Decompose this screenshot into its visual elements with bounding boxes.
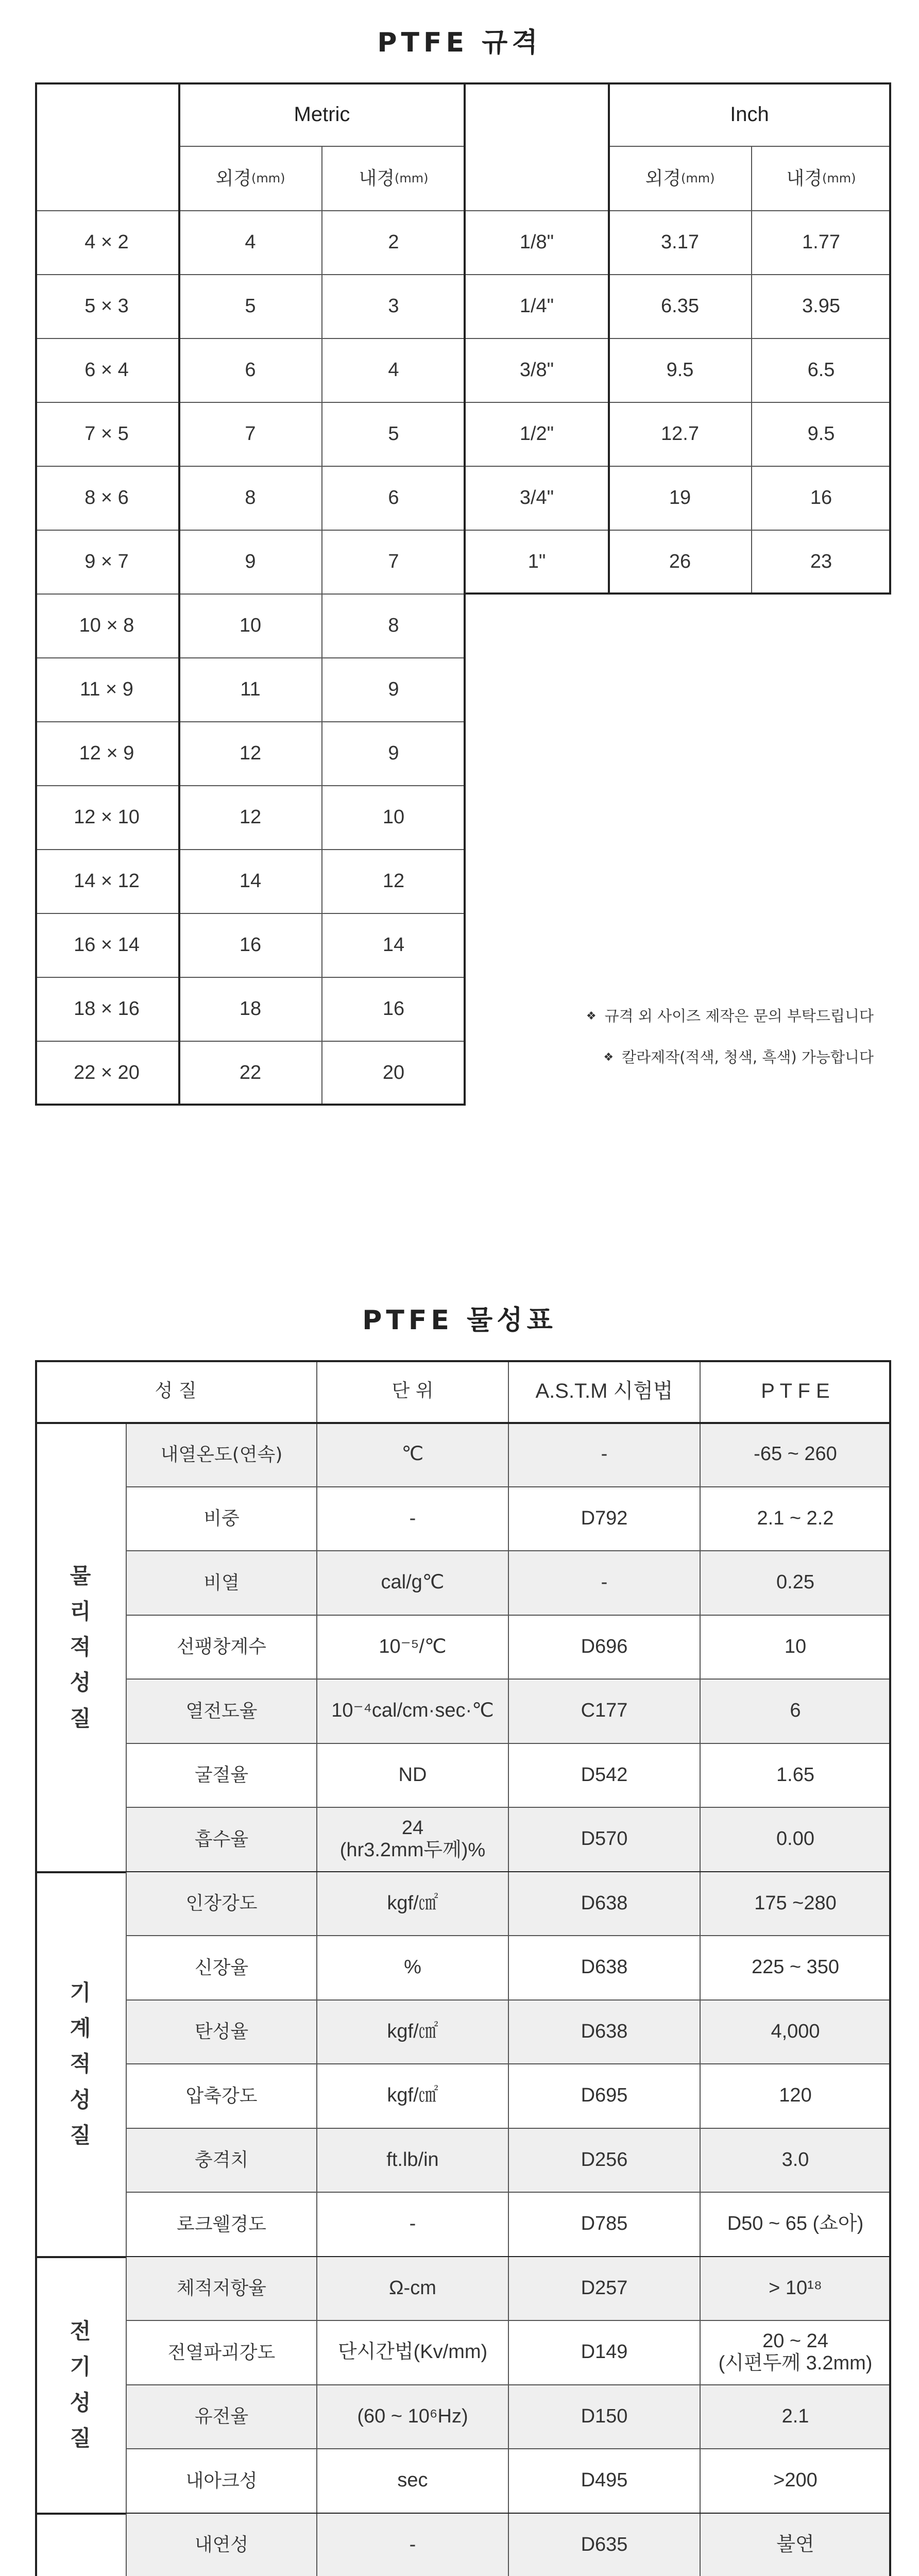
ptfe-value-cell: 3.0 xyxy=(701,2129,891,2193)
astm-cell: - xyxy=(509,1423,701,1487)
metric-size-cell: 7 × 5 xyxy=(35,403,179,467)
metric-id-cell: 9 xyxy=(322,722,466,786)
metric-id-cell: 6 xyxy=(322,467,466,531)
astm-cell: D570 xyxy=(509,1808,701,1872)
inch-size-cell: 3/8" xyxy=(466,339,609,403)
metric-id-cell: 20 xyxy=(322,1042,466,1106)
inch-id-header: 내경 (mm) xyxy=(752,147,891,211)
astm-cell: D785 xyxy=(509,2193,701,2257)
unit-cell: % xyxy=(317,1936,509,2001)
properties-table xyxy=(35,1360,891,2576)
metric-size-cell: 11 × 9 xyxy=(35,658,179,722)
unit-cell: ℃ xyxy=(317,1423,509,1487)
group-label: 전 기 성 질 xyxy=(35,2257,127,2514)
metric-od-cell: 5 xyxy=(179,275,322,339)
inch-id-cell: 23 xyxy=(752,531,891,595)
astm-cell: D695 xyxy=(509,2064,701,2129)
property-name-cell: 인장강도 xyxy=(127,1872,317,1937)
property-name-cell: 로크웰경도 xyxy=(127,2193,317,2257)
property-name-cell: 내연성 xyxy=(127,2514,317,2576)
ptfe-value-cell: 0.00 xyxy=(701,1808,891,1872)
metric-size-cell: 9 × 7 xyxy=(35,531,179,595)
metric-size-cell: 4 × 2 xyxy=(35,211,179,275)
inch-od-cell: 6.35 xyxy=(609,275,752,339)
group-label: 기 계 적 성 질 xyxy=(35,1872,127,2257)
property-name-cell: 신장율 xyxy=(127,1936,317,2001)
property-name-cell: 비열 xyxy=(127,1551,317,1616)
metric-od-cell: 22 xyxy=(179,1042,322,1106)
ptfe-value-cell: -65 ~ 260 xyxy=(701,1423,891,1487)
metric-size-cell: 22 × 20 xyxy=(35,1042,179,1106)
metric-id-cell: 5 xyxy=(322,403,466,467)
spec-table xyxy=(35,82,891,1101)
inch-id-cell: 3.95 xyxy=(752,275,891,339)
metric-od-cell: 14 xyxy=(179,850,322,914)
inch-size-cell: 1/4" xyxy=(466,275,609,339)
metric-size-cell: 10 × 8 xyxy=(35,595,179,658)
astm-cell: D792 xyxy=(509,1487,701,1552)
ptfe-value-cell: 4,000 xyxy=(701,2001,891,2065)
property-name-cell: 유전율 xyxy=(127,2385,317,2450)
metric-size-cell: 6 × 4 xyxy=(35,339,179,403)
property-name-cell: 탄성율 xyxy=(127,2001,317,2065)
ptfe-value-cell: 2.1 ~ 2.2 xyxy=(701,1487,891,1552)
metric-size-cell: 5 × 3 xyxy=(35,275,179,339)
property-name-cell: 굴절율 xyxy=(127,1744,317,1808)
inch-od-cell: 26 xyxy=(609,531,752,595)
inch-od-header: 외경 (mm) xyxy=(609,147,752,211)
inch-size-cell: 3/4" xyxy=(466,467,609,531)
unit-cell: cal/g℃ xyxy=(317,1551,509,1616)
ptfe-value-cell: 1.65 xyxy=(701,1744,891,1808)
group-label: 물 리 적 성 질 xyxy=(35,1423,127,1872)
unit-cell: Ω-cm xyxy=(317,2257,509,2321)
unit-cell: kgf/㎠ xyxy=(317,2064,509,2129)
properties-title: PTFE 물성표 xyxy=(362,1305,557,1336)
unit-cell: - xyxy=(317,2193,509,2257)
unit-cell: 10⁻⁵/℃ xyxy=(317,1616,509,1680)
ptfe-value-cell: 225 ~ 350 xyxy=(701,1936,891,2001)
inch-size-cell: 1" xyxy=(466,531,609,595)
property-name-cell: 흡수율 xyxy=(127,1808,317,1872)
metric-id-cell: 7 xyxy=(322,531,466,595)
ptfe-value-cell: 2.1 xyxy=(701,2385,891,2450)
inch-od-cell: 3.17 xyxy=(609,211,752,275)
metric-od-cell: 9 xyxy=(179,531,322,595)
astm-cell: D638 xyxy=(509,2001,701,2065)
ptfe-value-cell: >200 xyxy=(701,2449,891,2514)
property-name-cell: 압축강도 xyxy=(127,2064,317,2129)
metric-size-cell: 8 × 6 xyxy=(35,467,179,531)
ptfe-value-cell: 120 xyxy=(701,2064,891,2129)
inch-od-cell: 12.7 xyxy=(609,403,752,467)
inch-size-header-blank xyxy=(466,82,609,211)
unit-header: 단 위 xyxy=(317,1360,509,1423)
astm-header: A.S.T.M 시험법 xyxy=(509,1360,701,1423)
properties-header: 성 질 xyxy=(35,1360,317,1423)
inch-id-cell: 16 xyxy=(752,467,891,531)
ptfe-value-cell: 175 ~280 xyxy=(701,1872,891,1937)
metric-size-cell: 12 × 9 xyxy=(35,722,179,786)
astm-cell: D635 xyxy=(509,2514,701,2576)
metric-id-header: 내경 (mm) xyxy=(322,147,466,211)
property-name-cell: 내열온도(연속) xyxy=(127,1423,317,1487)
ptfe-value-cell: 불연 xyxy=(701,2514,891,2576)
astm-cell: D150 xyxy=(509,2385,701,2450)
inch-id-cell: 1.77 xyxy=(752,211,891,275)
metric-id-cell: 2 xyxy=(322,211,466,275)
astm-cell: D696 xyxy=(509,1616,701,1680)
ptfe-value-cell: 6 xyxy=(701,1680,891,1744)
unit-cell: ft.lb/in xyxy=(317,2129,509,2193)
ptfe-value-cell: D50 ~ 65 (쇼아) xyxy=(701,2193,891,2257)
unit-cell: - xyxy=(317,2514,509,2576)
metric-id-cell: 12 xyxy=(322,850,466,914)
spec-size-header-blank xyxy=(35,82,179,211)
astm-cell: D638 xyxy=(509,1872,701,1937)
metric-size-cell: 12 × 10 xyxy=(35,786,179,850)
astm-cell: D257 xyxy=(509,2257,701,2321)
metric-od-header: 외경 (mm) xyxy=(179,147,322,211)
property-name-cell: 비중 xyxy=(127,1487,317,1552)
metric-id-cell: 4 xyxy=(322,339,466,403)
metric-od-cell: 18 xyxy=(179,978,322,1042)
metric-id-cell: 14 xyxy=(322,914,466,978)
property-name-cell: 열전도율 xyxy=(127,1680,317,1744)
astm-cell: D256 xyxy=(509,2129,701,2193)
metric-id-cell: 16 xyxy=(322,978,466,1042)
ptfe-value-cell: 0.25 xyxy=(701,1551,891,1616)
property-name-cell: 체적저항율 xyxy=(127,2257,317,2321)
property-name-cell: 충격치 xyxy=(127,2129,317,2193)
astm-cell: D149 xyxy=(509,2321,701,2385)
metric-id-cell: 9 xyxy=(322,658,466,722)
metric-size-cell: 18 × 16 xyxy=(35,978,179,1042)
spec-note: ❖ 칼라제작(적색, 청색, 흑색) 가능합니다 xyxy=(603,1048,874,1066)
ptfe-value-cell: 10 xyxy=(701,1616,891,1680)
property-name-cell: 전열파괴강도 xyxy=(127,2321,317,2385)
metric-od-cell: 12 xyxy=(179,722,322,786)
metric-od-cell: 12 xyxy=(179,786,322,850)
spec-title: PTFE 규격 xyxy=(377,27,542,58)
metric-id-cell: 3 xyxy=(322,275,466,339)
unit-cell: sec xyxy=(317,2449,509,2514)
metric-od-cell: 11 xyxy=(179,658,322,722)
astm-cell: C177 xyxy=(509,1680,701,1744)
inch-id-cell: 9.5 xyxy=(752,403,891,467)
diamond-bullet-icon: ❖ xyxy=(586,1010,597,1023)
ptfe-value-cell: 20 ~ 24 (시편두께 3.2mm) xyxy=(701,2321,891,2385)
inch-size-cell: 1/2" xyxy=(466,403,609,467)
metric-od-cell: 16 xyxy=(179,914,322,978)
metric-size-cell: 16 × 14 xyxy=(35,914,179,978)
unit-cell: kgf/㎠ xyxy=(317,2001,509,2065)
metric-od-cell: 7 xyxy=(179,403,322,467)
inch-id-cell: 6.5 xyxy=(752,339,891,403)
metric-id-cell: 8 xyxy=(322,595,466,658)
metric-od-cell: 10 xyxy=(179,595,322,658)
unit-cell: 단시간법(Kv/mm) xyxy=(317,2321,509,2385)
metric-id-cell: 10 xyxy=(322,786,466,850)
metric-od-cell: 8 xyxy=(179,467,322,531)
group-label xyxy=(35,2514,127,2576)
unit-cell: kgf/㎠ xyxy=(317,1872,509,1937)
metric-od-cell: 4 xyxy=(179,211,322,275)
metric-header: Metric xyxy=(179,82,466,147)
unit-cell: 10⁻⁴cal/cm·sec·℃ xyxy=(317,1680,509,1744)
unit-cell: - xyxy=(317,1487,509,1552)
astm-cell: D542 xyxy=(509,1744,701,1808)
astm-cell: - xyxy=(509,1551,701,1616)
inch-size-cell: 1/8" xyxy=(466,211,609,275)
inch-header: Inch xyxy=(609,82,891,147)
astm-cell: D495 xyxy=(509,2449,701,2514)
metric-od-cell: 6 xyxy=(179,339,322,403)
property-name-cell: 내아크성 xyxy=(127,2449,317,2514)
astm-cell: D638 xyxy=(509,1936,701,2001)
unit-cell: ND xyxy=(317,1744,509,1808)
ptfe-value-cell: > 10¹⁸ xyxy=(701,2257,891,2321)
property-name-cell: 선팽창계수 xyxy=(127,1616,317,1680)
unit-cell: (60 ~ 10⁶Hz) xyxy=(317,2385,509,2450)
diamond-bullet-icon: ❖ xyxy=(603,1051,614,1064)
spec-note: ❖ 규격 외 사이즈 제작은 문의 부탁드립니다 xyxy=(586,1007,874,1025)
unit-cell: 24 (hr3.2mm두께)% xyxy=(317,1808,509,1872)
metric-size-cell: 14 × 12 xyxy=(35,850,179,914)
ptfe-header: P T F E xyxy=(701,1360,891,1423)
inch-od-cell: 19 xyxy=(609,467,752,531)
inch-od-cell: 9.5 xyxy=(609,339,752,403)
